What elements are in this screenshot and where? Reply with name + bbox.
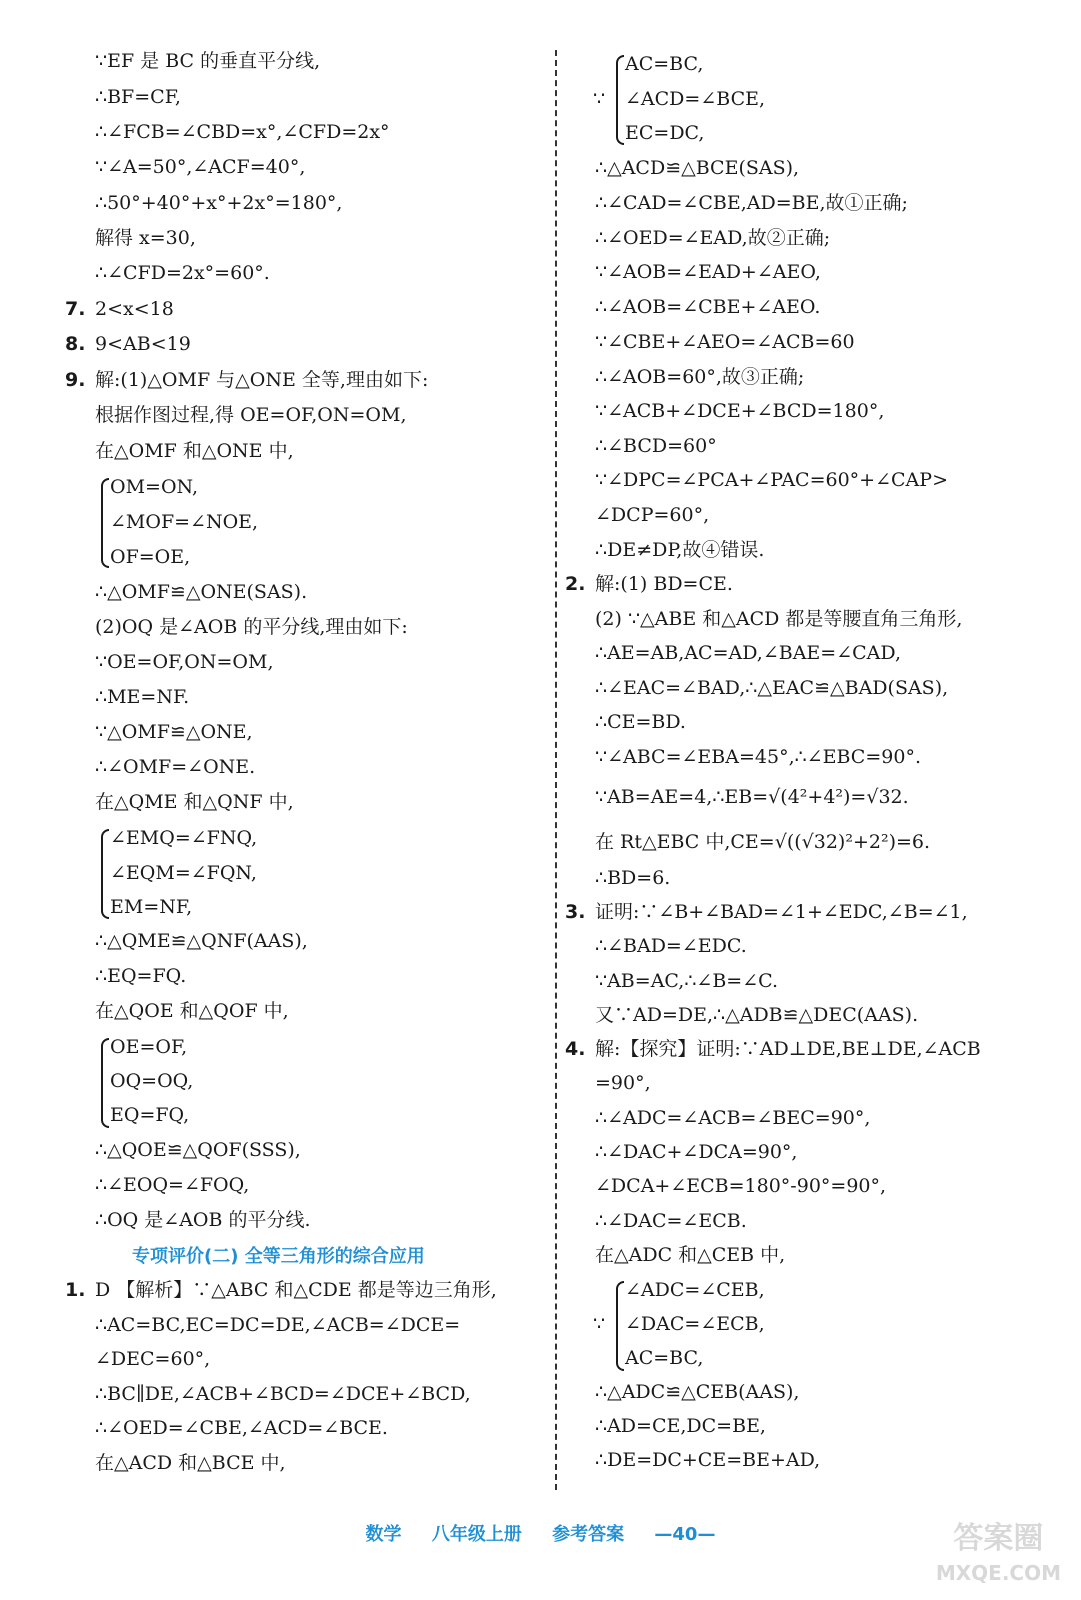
left-text-line: ∴BF=CF,	[95, 86, 181, 108]
left-text-line: OF=OE,	[110, 546, 191, 568]
left-text-line: ∠EQM=∠FQN,	[110, 862, 257, 884]
right-text-line: ∠DAC=∠ECB,	[625, 1313, 765, 1335]
right-text-line: ∴∠DAC+∠DCA=90°,	[595, 1141, 798, 1163]
right-text-line: ∵∠ACB+∠DCE+∠BCD=180°,	[595, 400, 885, 422]
left-brace-1	[101, 478, 109, 568]
left-brace-3	[101, 1038, 109, 1128]
left-text-line: ∴△QOE≌△QOF(SSS),	[95, 1139, 301, 1161]
page-footer	[0, 1520, 1081, 1546]
right-text-line: ∴BD=6.	[595, 867, 671, 889]
right-text-line: AC=BC,	[625, 1347, 704, 1369]
right-text-line: 在△ADC 和△CEB 中,	[595, 1244, 786, 1266]
footer-subject: 数学	[365, 1524, 402, 1545]
right-brace-2	[616, 1281, 624, 1371]
left-text-line: OM=ON,	[110, 476, 198, 498]
right-text-line: 解:【探究】证明:∵AD⊥DE,BE⊥DE,∠ACB	[595, 1038, 981, 1060]
right-text-line: ∴∠EAC=∠BAD,∴△EAC≌△BAD(SAS),	[595, 677, 949, 699]
left-text-line: ∴OQ 是∠AOB 的平分线.	[95, 1209, 311, 1231]
right-text-line: AC=BC,	[625, 53, 704, 75]
right-text-line: ∵∠AOB=∠EAD+∠AEO,	[595, 261, 821, 283]
right-text-line: 解:(1) BD=CE.	[595, 573, 733, 595]
left-text-line: ∵OE=OF,ON=OM,	[95, 651, 274, 673]
right-text-line: ∵AB=AC,∴∠B=∠C.	[595, 970, 779, 992]
left-text-line: 根据作图过程,得 OE=OF,ON=OM,	[95, 404, 407, 426]
right-text-line: ∴DE=DC+CE=BE+AD,	[595, 1449, 821, 1471]
left-question-number: 9.	[65, 369, 86, 391]
right-text-line: =90°,	[595, 1072, 651, 1094]
because-symbol-2: ∵	[593, 1313, 606, 1335]
right-text-line: ∴∠ADC=∠ACB=∠BEC=90°,	[595, 1107, 871, 1129]
left-text-line: ∴ME=NF.	[95, 686, 190, 708]
right-text-line: ∠DCA+∠ECB=180°-90°=90°,	[595, 1175, 887, 1197]
footer-page-number: —40—	[654, 1524, 716, 1545]
left-text-line: ∴50°+40°+x°+2x°=180°,	[95, 192, 343, 214]
watermark-line-2: MXQE.COM	[935, 1561, 1061, 1585]
right-text-line: 证明:∵∠B+∠BAD=∠1+∠EDC,∠B=∠1,	[595, 901, 968, 923]
right-text-line: ∴∠CAD=∠CBE,AD=BE,故①正确;	[595, 192, 908, 214]
right-text-line: ∴△ADC≌△CEB(AAS),	[595, 1381, 800, 1403]
right-text-line: ∴△ACD≌△BCE(SAS),	[595, 157, 800, 179]
section-title: 专项评价(二) 全等三角形的综合应用	[132, 1246, 425, 1267]
left-text-line: D 【解析】∵△ABC 和△CDE 都是等边三角形,	[95, 1279, 497, 1301]
right-question-number: 4.	[565, 1038, 586, 1060]
left-text-line: 解:(1)△OMF 与△ONE 全等,理由如下:	[95, 369, 429, 391]
left-text-line: 在△QOE 和△QOF 中,	[95, 1000, 289, 1022]
right-text-line: ∴DE≠DP,故④错误.	[595, 539, 765, 561]
footer-label: 参考答案	[552, 1524, 625, 1545]
footer-grade: 八年级上册	[431, 1524, 522, 1545]
right-text-line: ∴∠AOB=60°,故③正确;	[595, 366, 805, 388]
right-text-line: ∴∠DAC=∠ECB.	[595, 1210, 747, 1232]
right-text-line: 在 Rt△EBC 中,CE=√((√32)²+2²)=6.	[595, 831, 931, 853]
right-text-line: ∠DCP=60°,	[595, 504, 710, 526]
right-text-line: ∵AB=AE=4,∴EB=√(4²+4²)=√32.	[595, 786, 909, 808]
left-text-line: ∴∠OED=∠CBE,∠ACD=∠BCE.	[95, 1417, 388, 1439]
left-question-number: 1.	[65, 1279, 86, 1301]
watermark-logo	[936, 1522, 1061, 1590]
left-text-line: OE=OF,	[110, 1036, 188, 1058]
right-text-line: ∴∠AOB=∠CBE+∠AEO.	[595, 296, 821, 318]
left-text-line: ∴EQ=FQ.	[95, 965, 187, 987]
left-text-line: OQ=OQ,	[110, 1070, 194, 1092]
right-text-line: EC=DC,	[625, 122, 705, 144]
left-text-line: ∴∠CFD=2x°=60°.	[95, 262, 270, 284]
right-text-line: ∵∠CBE+∠AEO=∠ACB=60	[595, 331, 855, 353]
left-text-line: ∴△QME≌△QNF(AAS),	[95, 930, 308, 952]
right-text-line: ∵∠ABC=∠EBA=45°,∴∠EBC=90°.	[595, 746, 921, 768]
left-text-line: EQ=FQ,	[110, 1104, 190, 1126]
left-text-line: ∴∠OMF=∠ONE.	[95, 756, 256, 778]
left-text-line: ∴BC∥DE,∠ACB+∠BCD=∠DCE+∠BCD,	[95, 1383, 471, 1405]
because-symbol-1: ∵	[593, 88, 606, 110]
left-text-line: ∵△OMF≌△ONE,	[95, 721, 253, 743]
left-text-line: ∴∠EOQ=∠FOQ,	[95, 1174, 250, 1196]
left-text-line: EM=NF,	[110, 896, 193, 918]
right-text-line: ∠ADC=∠CEB,	[625, 1279, 765, 1301]
right-text-line: ∴CE=BD.	[595, 711, 686, 733]
left-text-line: ∴△OMF≌△ONE(SAS).	[95, 581, 308, 603]
watermark-line-1: 答案圈	[953, 1521, 1044, 1556]
left-text-line: ∴AC=BC,EC=DC=DE,∠ACB=∠DCE=	[95, 1314, 461, 1336]
left-text-line: 9<AB<19	[95, 333, 191, 355]
left-text-line: 在△QME 和△QNF 中,	[95, 791, 294, 813]
left-question-number: 8.	[65, 333, 86, 355]
left-text-line: (2)OQ 是∠AOB 的平分线,理由如下:	[95, 616, 408, 638]
left-brace-2	[101, 829, 109, 919]
right-question-number: 3.	[565, 901, 586, 923]
right-brace-1	[616, 55, 624, 145]
column-divider	[555, 50, 557, 1490]
left-text-line: 2<x<18	[95, 298, 174, 320]
right-text-line: 又∵AD=DE,∴△ADB≌△DEC(AAS).	[595, 1004, 919, 1026]
left-text-line: ∴∠FCB=∠CBD=x°,∠CFD=2x°	[95, 121, 390, 143]
right-text-line: ∴AE=AB,AC=AD,∠BAE=∠CAD,	[595, 642, 901, 664]
left-text-line: ∵∠A=50°,∠ACF=40°,	[95, 156, 306, 178]
left-text-line: ∠EMQ=∠FNQ,	[110, 827, 258, 849]
right-question-number: 2.	[565, 573, 586, 595]
right-text-line: ∴∠BAD=∠EDC.	[595, 935, 747, 957]
right-text-line: ∠ACD=∠BCE,	[625, 88, 766, 110]
left-text-line: ∠MOF=∠NOE,	[110, 511, 259, 533]
right-text-line: ∴∠OED=∠EAD,故②正确;	[595, 227, 831, 249]
left-text-line: ∠DEC=60°,	[95, 1348, 211, 1370]
right-text-line: (2) ∵△ABE 和△ACD 都是等腰直角三角形,	[595, 608, 963, 630]
left-question-number: 7.	[65, 298, 86, 320]
left-text-line: ∵EF 是 BC 的垂直平分线,	[95, 50, 321, 72]
right-text-line: ∴∠BCD=60°	[595, 435, 717, 457]
left-text-line: 解得 x=30,	[95, 227, 196, 249]
right-text-line: ∵∠DPC=∠PCA+∠PAC=60°+∠CAP>	[595, 469, 948, 491]
left-text-line: 在△ACD 和△BCE 中,	[95, 1452, 286, 1474]
right-text-line: ∴AD=CE,DC=BE,	[595, 1415, 766, 1437]
left-text-line: 在△OMF 和△ONE 中,	[95, 440, 294, 462]
